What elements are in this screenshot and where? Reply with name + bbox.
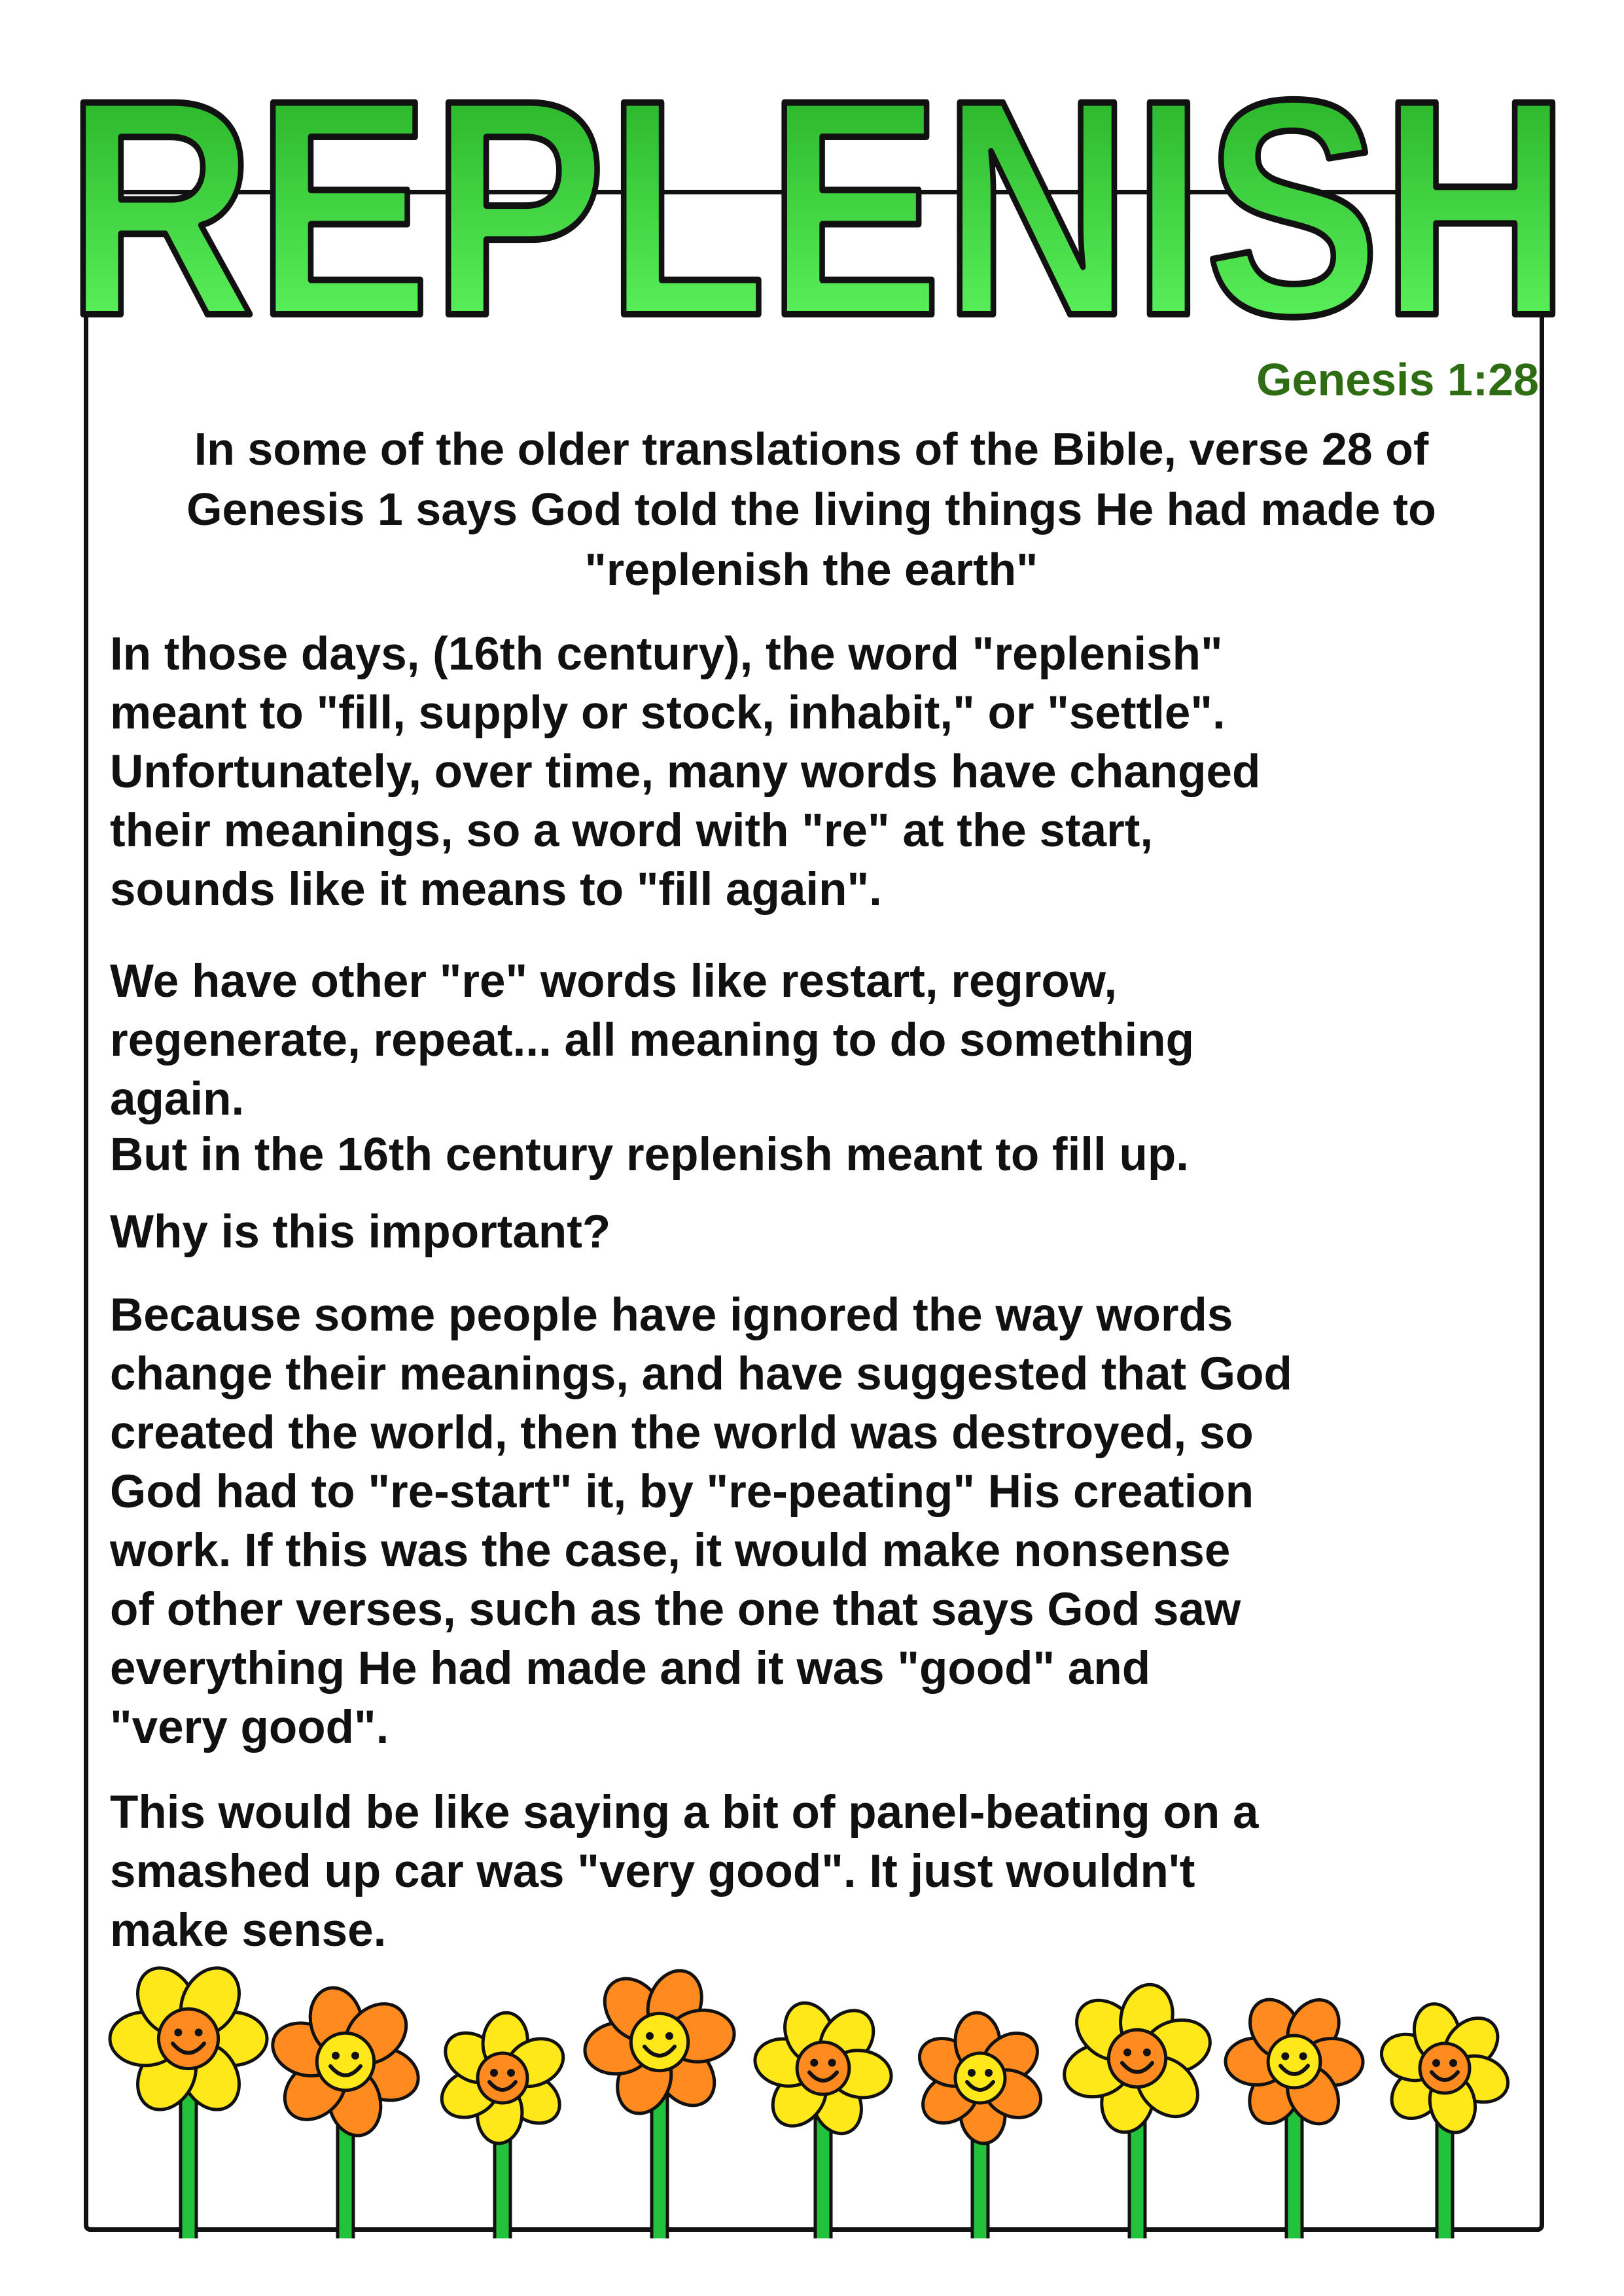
- paragraph-question: Why is this important?: [110, 1206, 611, 1258]
- paragraph-re-words: We have other "re" words like restart, regrow, regenerate, repeat... all meaning to do something again.: [110, 956, 1195, 1125]
- flower-1: [110, 1964, 267, 2238]
- paragraph-analogy: This would be like saying a bit of panel-beating on a smashed up car was "very good". It just wouldn't make sense.: [110, 1787, 1259, 1956]
- flower-7: [1058, 1979, 1217, 2238]
- title-banner: [46, 26, 1590, 353]
- flower-3: [434, 2011, 571, 2238]
- page-title: REPLENISH: [65, 36, 1570, 353]
- paragraph-history: In those days, (16th century), the word "replenish" meant to "fill, supply or stock, inhabit," or "settle". Unfortunately, over time, many words have changed their meanings, so a word with "re" at the start, sounds like it means to "fill again".: [110, 628, 1261, 916]
- intro-text: In some of the older translations of the Bible, verse 28 of Genesis 1 says God told the living things He had made to "replenish the earth": [186, 423, 1436, 595]
- flower-8: [1226, 1990, 1363, 2238]
- flower-4: [582, 1964, 738, 2238]
- flower-border: [84, 1964, 1544, 2238]
- flower-2: [266, 1982, 425, 2238]
- flower-5: [752, 1996, 894, 2238]
- flower-9: [1375, 2000, 1513, 2238]
- paragraph-16th-century: But in the 16th century replenish meant to fill up.: [110, 1129, 1189, 1181]
- flower-6: [911, 2011, 1049, 2238]
- scripture-reference: Genesis 1:28: [1256, 354, 1539, 405]
- paragraph-explanation: Because some people have ignored the way words change their meanings, and have suggested that God created the world, then the world was destroyed, so God had to "re-start" it, by "re-peating" His creation work. If this was the case, it would make nonsense of other verses, such as the one that says God saw everything He had made and it was "good" and "very good".: [110, 1289, 1292, 1753]
